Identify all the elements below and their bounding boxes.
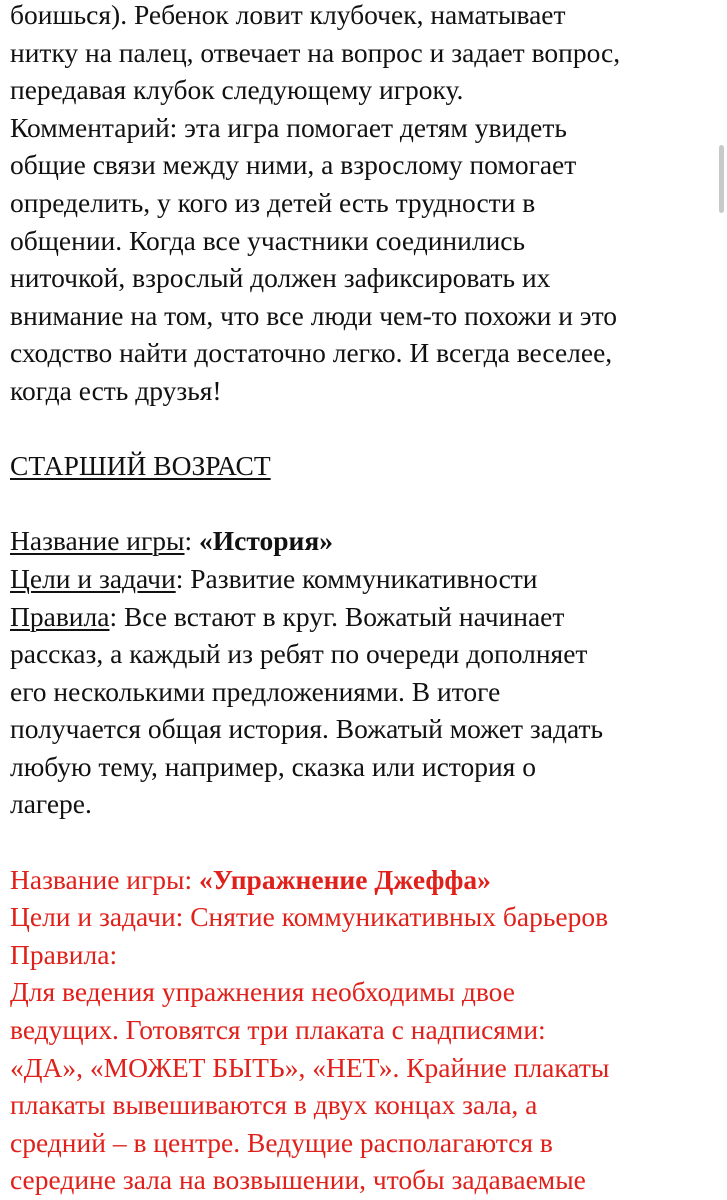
text-line: ведущих. Готовятся три плаката с надписями:: [10, 1014, 546, 1046]
section-heading: [10, 447, 715, 485]
game-goals-value: : Развитие коммуникативности: [175, 562, 538, 594]
game-goals-line: Цели и задачи: Снятие коммуникативных барьеров: [10, 901, 609, 933]
intro-paragraph: [10, 0, 715, 410]
text-line: внимание на том, что все люди чем-то похожи и это: [10, 299, 618, 331]
text-line: средний – в центре. Ведущие располагаются в: [10, 1126, 553, 1158]
text-line: Комментарий: эта игра помогает детям увидеть: [10, 111, 567, 143]
text-line: определить, у кого из детей есть трудности в: [10, 186, 536, 218]
text-line: лагере.: [10, 788, 92, 820]
game-rules-label: Правила:: [10, 938, 118, 970]
text-line: получается общая история. Вожатый может задать: [10, 713, 604, 745]
game-rules-line: [10, 598, 715, 636]
game-block-history: [10, 522, 715, 823]
text-line: Для ведения упражнения необходимы двое: [10, 976, 515, 1008]
spacer: [10, 410, 715, 448]
section-heading-text: СТАРШИЙ ВОЗРАСТ: [10, 450, 271, 482]
text-line: общие связи между ними, а взрослому помогает: [10, 149, 577, 181]
text-line: сходство найти достаточно легко. И всегда веселее,: [10, 337, 613, 369]
spacer: [10, 823, 715, 861]
document-page: [10, 0, 715, 1199]
text-line: плакаты вывешиваются в двух концах зала, а: [10, 1089, 538, 1121]
text-line: «ДА», «МОЖЕТ БЫТЬ», «НЕТ». Крайние плакаты: [10, 1051, 610, 1083]
text-line: ниточкой, взрослый должен зафиксировать их: [10, 262, 551, 294]
text-line: общении. Когда все участники соединились: [10, 224, 526, 256]
text-line: боишься). Ребенок ловит клубочек, наматывает: [10, 0, 566, 30]
text-line: рассказ, а каждый из ребят по очереди дополняет: [10, 638, 588, 670]
game-goals-line: [10, 560, 715, 598]
text-line: его несколькими предложениями. В итоге: [10, 675, 501, 707]
game-block-jeff: [10, 861, 715, 1199]
game-rules-label: Правила: [10, 600, 110, 632]
spacer: [10, 485, 715, 523]
game-rules-first: : Все встают в круг. Вожатый начинает: [109, 600, 565, 632]
game-goals-label: Цели и задачи: [10, 562, 176, 594]
game-name-label: Название игры: [10, 525, 185, 557]
vertical-scrollbar[interactable]: [719, 145, 724, 213]
text-line: нитку на палец, отвечает на вопрос и задает вопрос,: [10, 36, 621, 68]
game-name-line: [10, 861, 715, 899]
game-name-label: Название игры:: [10, 863, 200, 895]
game-name-line: [10, 522, 715, 560]
text-line: любую тему, например, сказка или история о: [10, 750, 536, 782]
game-name-value: «Упражнение Джеффа»: [199, 863, 491, 895]
game-name-value: «История»: [199, 525, 334, 557]
text-line: середине зала на возвышении, чтобы задаваемые: [10, 1164, 586, 1196]
text-line: передавая клубок следующему игроку.: [10, 74, 464, 106]
text-line: когда есть друзья!: [10, 374, 222, 406]
game-name-separator: :: [184, 525, 200, 557]
